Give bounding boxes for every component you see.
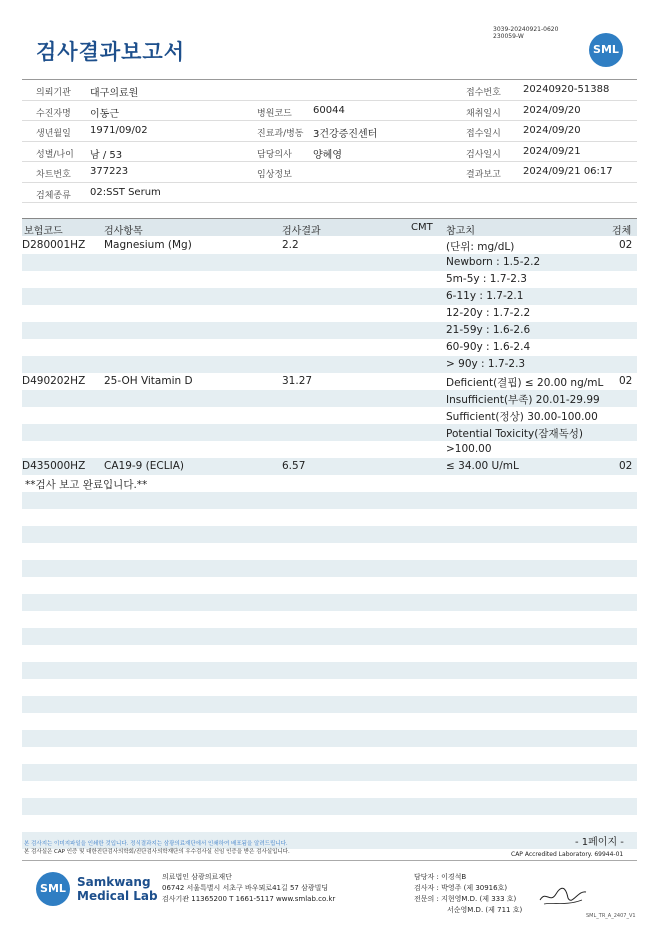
table-row bbox=[22, 271, 637, 288]
results-table-body bbox=[22, 237, 637, 849]
birth-value: 1971/09/02 bbox=[90, 125, 148, 136]
reception-no-value: 20240920-51388 bbox=[523, 84, 610, 95]
cell-reference: >100.00 bbox=[446, 443, 492, 455]
sml-logo-bottom: SML bbox=[36, 872, 70, 906]
lab-address: 의료법인 삼광의료재단 06742 서울특별시 서초구 바우뫼로41길 57 삼광빌딩 검사기관 11365200 T 1661-5117 www.smlab.co.kr bbox=[162, 873, 336, 903]
staff-list: 담당자 : 이경석B 검사자 : 박영주 (제 30916호) 전문의 : 지현영M.D. (제 333 호) 서순영M.D. (제 711 호) bbox=[414, 873, 523, 914]
table-row bbox=[22, 288, 637, 305]
table-row bbox=[22, 815, 637, 832]
table-row bbox=[22, 407, 637, 424]
table-row bbox=[22, 628, 637, 645]
specimen-value: 02:SST Serum bbox=[90, 186, 161, 198]
sml-logo: SML bbox=[589, 33, 623, 67]
info-row: 의뢰기관 대구의료원 접수번호 20240920-51388 bbox=[22, 80, 637, 101]
test-date-value: 2024/09/21 bbox=[523, 145, 581, 157]
cell-reference: ≤ 34.00 U/mL bbox=[446, 460, 519, 472]
table-row bbox=[22, 560, 637, 577]
table-row bbox=[22, 526, 637, 543]
cell-code: **검사 보고 완료입니다.** bbox=[25, 479, 148, 491]
cell-code: D435000HZ bbox=[22, 460, 86, 472]
patient-info bbox=[22, 79, 637, 203]
info-row: 성별/나이 남 / 53 담당의사 양혜영 검사일시 2024/09/21 bbox=[22, 142, 637, 163]
header-reference: 참고치 bbox=[446, 226, 475, 237]
hosp-code-value: 60044 bbox=[313, 104, 345, 116]
cell-item: CA19-9 (ECLIA) bbox=[104, 460, 184, 472]
header-result: 검사결과 bbox=[282, 226, 321, 237]
table-row bbox=[22, 305, 637, 322]
cell-reference: > 90y : 1.7-2.3 bbox=[446, 358, 526, 370]
table-row bbox=[22, 662, 637, 679]
cell-specimen: 02 bbox=[619, 460, 633, 472]
cap-accreditation: CAP Accredited Laboratory. 69944-01 bbox=[511, 851, 624, 858]
table-row bbox=[22, 322, 637, 339]
hospital-value: 대구의료원 bbox=[90, 88, 139, 99]
cell-reference: 6-11y : 1.7-2.1 bbox=[446, 290, 524, 302]
patient-value: 이동근 bbox=[90, 108, 119, 120]
report-date-value: 2024/09/21 06:17 bbox=[523, 166, 613, 177]
doctor-value: 양혜영 bbox=[313, 149, 342, 161]
sex-age-value: 남 / 53 bbox=[90, 149, 123, 161]
signature-image bbox=[538, 884, 588, 910]
table-row bbox=[22, 747, 637, 764]
chart-no-value: 377223 bbox=[90, 166, 129, 177]
cell-reference: 5m-5y : 1.7-2.3 bbox=[446, 273, 527, 285]
cell-reference: Insufficient(부족) 20.01-29.99 bbox=[446, 394, 600, 406]
table-row bbox=[22, 424, 637, 441]
info-row: 차트번호 377223 임상정보 결과보고 2024/09/21 06:17 bbox=[22, 162, 637, 183]
cell-specimen: 02 bbox=[619, 239, 633, 251]
table-row bbox=[22, 781, 637, 798]
header-code: 보험코드 bbox=[24, 226, 63, 237]
table-row bbox=[22, 373, 637, 390]
info-row: 수진자명 이동근 병원코드 60044 채취일시 2024/09/20 bbox=[22, 101, 637, 122]
header-item: 검사항목 bbox=[104, 226, 143, 237]
cell-reference: 21-59y : 1.6-2.6 bbox=[446, 324, 531, 336]
cell-item: Magnesium (Mg) bbox=[104, 239, 192, 251]
header-cmt: CMT bbox=[411, 222, 433, 233]
table-row bbox=[22, 764, 637, 781]
table-row bbox=[22, 356, 637, 373]
report-title: 검사결과보고서 bbox=[36, 40, 186, 64]
lab-name: Samkwang Medical Lab bbox=[77, 875, 158, 903]
collect-date-value: 2024/09/20 bbox=[523, 104, 581, 116]
table-row bbox=[22, 543, 637, 560]
table-row bbox=[22, 679, 637, 696]
cell-specimen: 02 bbox=[619, 375, 633, 387]
table-row bbox=[22, 509, 637, 526]
table-row bbox=[22, 475, 637, 492]
table-row bbox=[22, 696, 637, 713]
table-row bbox=[22, 254, 637, 271]
table-row bbox=[22, 594, 637, 611]
table-row bbox=[22, 577, 637, 594]
table-row bbox=[22, 441, 637, 458]
cell-result: 31.27 bbox=[282, 375, 313, 387]
table-row bbox=[22, 458, 637, 475]
form-code: SML_TR_A_2407_V1 bbox=[586, 913, 636, 919]
dept-value: 3건강증진센터 bbox=[313, 129, 378, 140]
results-table-header bbox=[22, 218, 637, 236]
table-row bbox=[22, 713, 637, 730]
table-row bbox=[22, 492, 637, 509]
table-row bbox=[22, 339, 637, 356]
table-row bbox=[22, 798, 637, 815]
table-row bbox=[22, 611, 637, 628]
cell-reference: 12-20y : 1.7-2.2 bbox=[446, 307, 531, 319]
info-row: 검체종류 02:SST Serum bbox=[22, 183, 637, 204]
cell-reference: Newborn : 1.5-2.2 bbox=[446, 256, 541, 268]
cell-reference: Potential Toxicity(잠재독성) bbox=[446, 428, 583, 440]
receive-date-value: 2024/09/20 bbox=[523, 125, 581, 136]
cell-item: 25-OH Vitamin D bbox=[104, 375, 193, 387]
divider bbox=[22, 860, 637, 861]
cell-reference: Deficient(결핍) ≤ 20.00 ng/mL bbox=[446, 377, 604, 389]
page-number: - 1페이지 - bbox=[575, 837, 624, 848]
cell-reference: 60-90y : 1.6-2.4 bbox=[446, 341, 531, 353]
info-row: 생년월일 1971/09/02 진료과/병동 3건강증진센터 접수일시 2024/09/20 bbox=[22, 121, 637, 142]
table-row bbox=[22, 390, 637, 407]
cell-reference: Sufficient(정상) 30.00-100.00 bbox=[446, 411, 598, 423]
cell-code: D490202HZ bbox=[22, 375, 86, 387]
document-number: 3039-20240921-0620 230059-W bbox=[493, 26, 559, 40]
cell-reference: (단위: mg/dL) bbox=[446, 241, 515, 253]
table-row bbox=[22, 730, 637, 747]
cell-result: 6.57 bbox=[282, 460, 306, 472]
cell-result: 2.2 bbox=[282, 239, 299, 251]
table-row bbox=[22, 645, 637, 662]
table-row bbox=[22, 237, 637, 254]
cell-code: D280001HZ bbox=[22, 239, 86, 251]
footer-notice: 본 검사지는 이미지파일을 인쇄한 것입니다. 정식결과지는 삼광의료재단에서 인쇄하여 배포됨을 알려드립니다. 본 검사실은 CAP 인증 및 대한진단검사의학회/진단검사의학재단의 우수검사실 신임 인증을 받은 검사실입니다. bbox=[24, 841, 290, 855]
header-specimen: 검체 bbox=[612, 226, 632, 237]
